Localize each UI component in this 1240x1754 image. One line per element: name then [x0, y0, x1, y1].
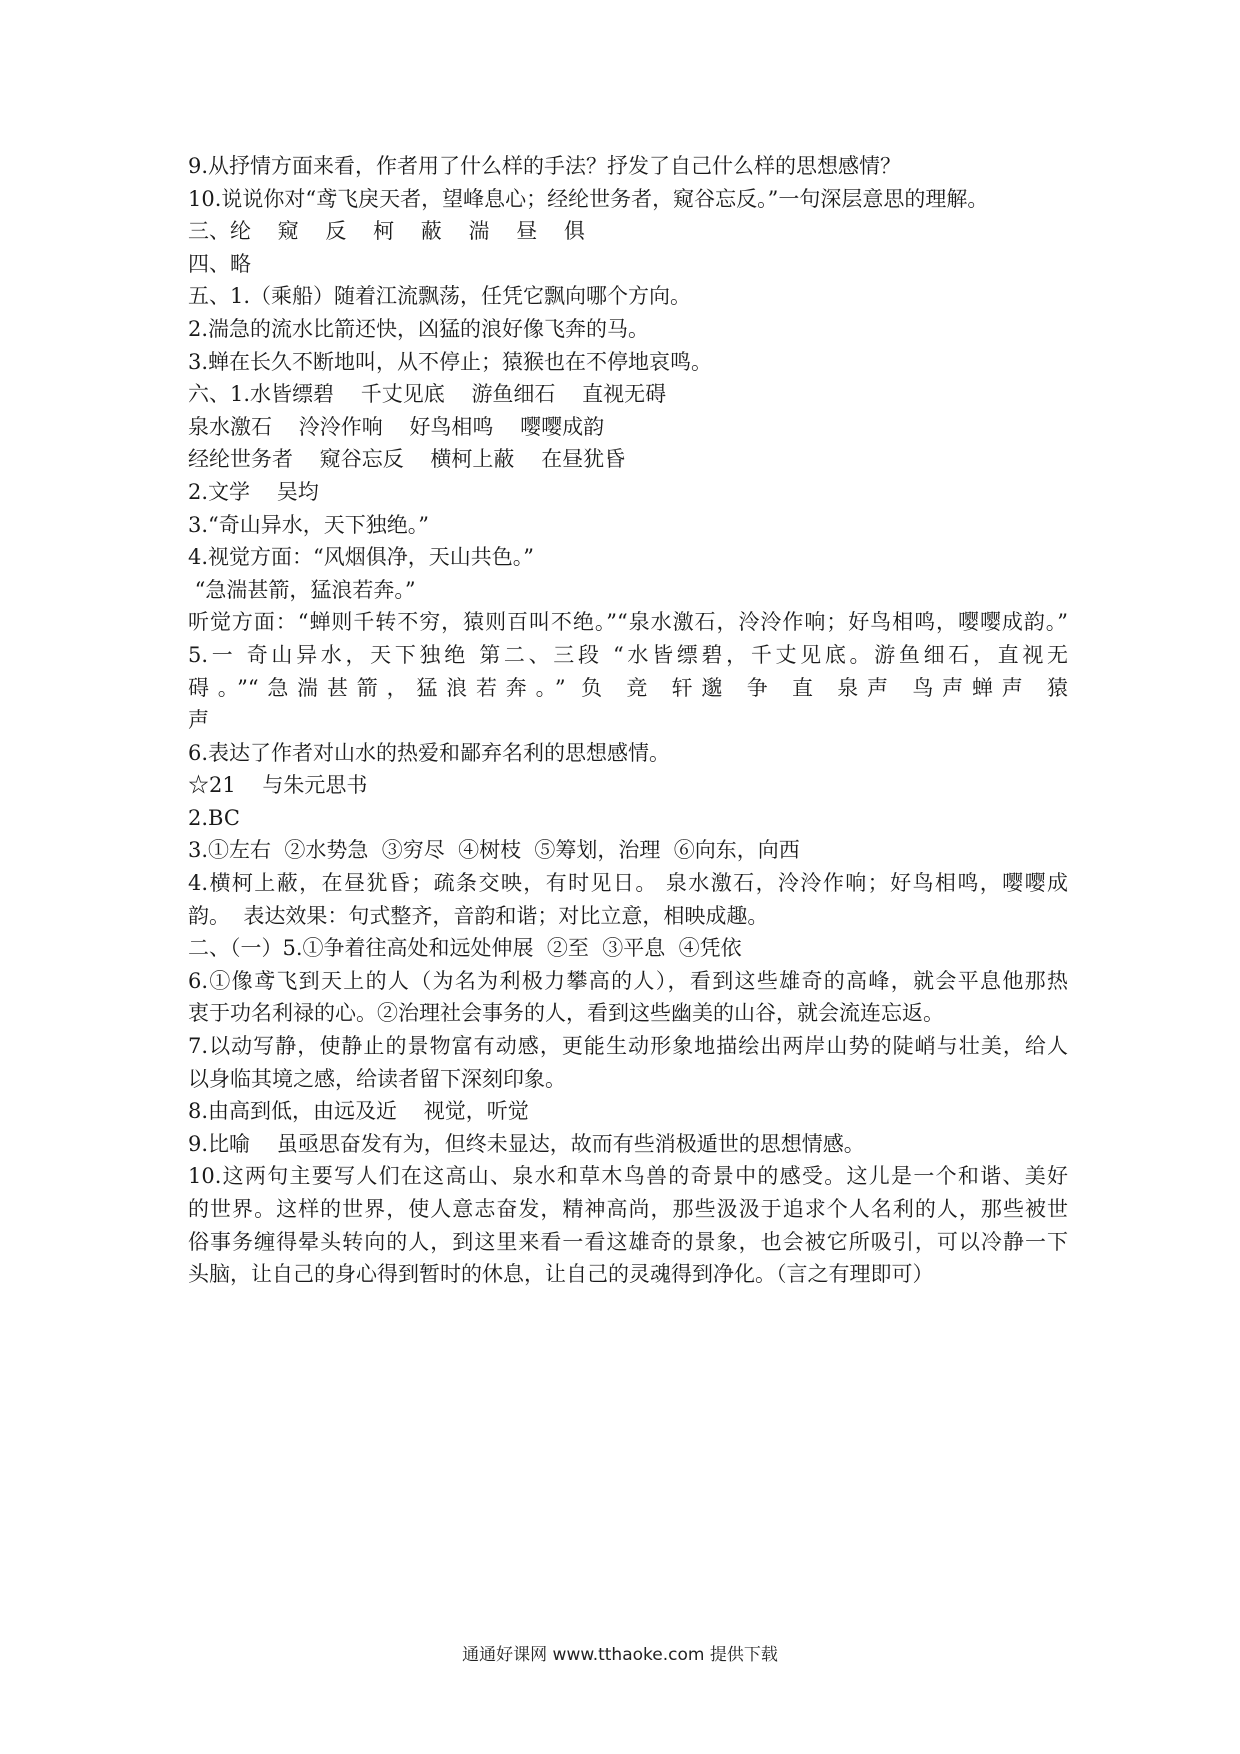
text-line: 2.BC: [188, 805, 240, 830]
text-line: 9.比喻 虽亟思奋发有为，但终未显达，故而有些消极遁世的思想情感。: [188, 1131, 865, 1156]
text-line: 衷于功名利禄的心。②治理社会事务的人，看到这些幽美的山谷，就会流连忘返。: [188, 1001, 944, 1026]
text-line: 二、（一）5.①争着往高处和远处伸展 ②至 ③平息 ④凭依: [188, 936, 742, 961]
text-line: 六、1.水皆缥碧 千丈见底 游鱼细石 直视无碍: [188, 382, 667, 407]
text-line: 经纶世务者 窥谷忘反 横柯上蔽 在昼犹昏: [188, 447, 626, 472]
text-line: 俗事务缠得晕头转向的人，到这里来看一看这雄奇的景象，也会被它所吸引，可以冷静一下: [188, 1229, 1068, 1254]
text-line: 9.从抒情方面来看，作者用了什么样的手法？抒发了自己什么样的思想感情？: [188, 154, 902, 178]
text-line: 听觉方面：“蝉则千转不穷，猿则百叫不绝。”“泉水激石，泠泠作响；好鸟相鸣，嘤嘤成韵。”: [188, 610, 1068, 635]
text-line: “急湍甚箭，猛浪若奔。”: [188, 577, 416, 602]
text-line: 五、1.（乘船）随着江流飘荡，任凭它飘向哪个方向。: [188, 284, 692, 309]
text-line: 泉水激石 泠泠作响 好鸟相鸣 嘤嘤成韵: [188, 414, 605, 439]
text-line: 4.横柯上蔽，在昼犹昏；疏条交映，有时见日。 泉水激石，泠泠作响；好鸟相鸣，嘤嘤成: [188, 871, 1068, 896]
text-line: 10.说说你对“鸢飞戾天者，望峰息心；经纶世务者，窥谷忘反。”一句深层意思的理解。: [188, 186, 989, 211]
text-line: 碍。”“急湍甚箭，猛浪若奔。” 负 竞 轩邈 争 直 泉声 鸟声蝉声 猿: [188, 675, 1068, 700]
text-line: 以身临其境之感，给读者留下深刻印象。: [188, 1066, 566, 1091]
text-line: 2.文学 吴均: [188, 479, 319, 504]
answer-text-body: [188, 150, 1068, 1291]
page-footer: 通通好课网 www.tthaoke.com 提供下载: [462, 1645, 778, 1665]
text-line: 2.湍急的流水比箭还快，凶猛的浪好像飞奔的马。: [188, 316, 650, 341]
text-line: 声: [188, 708, 209, 733]
text-line: 6.表达了作者对山水的热爱和鄙弃名利的思想感情。: [188, 740, 671, 765]
text-line: 6.①像鸢飞到天上的人（为名为利极力攀高的人），看到这些雄奇的高峰，就会平息他那热: [188, 968, 1068, 993]
text-line: 8.由高到低，由远及近 视觉，听觉: [188, 1099, 529, 1124]
text-line: 的世界。这样的世界，使人意志奋发，精神高尚，那些汲汲于追求个人名利的人，那些被世: [188, 1197, 1068, 1221]
text-line: 4.视觉方面：“风烟俱净，天山共色。”: [188, 545, 535, 570]
text-line: 10.这两句主要写人们在这高山、泉水和草木鸟兽的奇景中的感受。这儿是一个和谐、美好: [188, 1164, 1068, 1189]
text-line: 四、略: [188, 251, 251, 276]
text-line: 3.“奇山异水，天下独绝。”: [188, 512, 430, 537]
text-line: 韵。 表达效果：句式整齐，音韵和谐；对比立意，相映成趣。: [188, 903, 769, 928]
text-line: 头脑，让自己的身心得到暂时的休息，让自己的灵魂得到净化。（言之有理即可）: [188, 1262, 934, 1287]
section-heading: ☆21 与朱元思书: [188, 773, 368, 798]
text-line: 三、纶 窥 反 柯 蔽 湍 昼 俱: [188, 219, 585, 244]
text-line: 5.一 奇山异水，天下独绝 第二、三段 “水皆缥碧，千丈见底。游鱼细石，直视无: [188, 642, 1068, 667]
text-line: 3.蝉在长久不断地叫，从不停止；猿猴也在不停地哀鸣。: [188, 349, 713, 374]
text-line: 3.①左右 ②水势急 ③穷尽 ④树枝 ⑤筹划，治理 ⑥向东，向西: [188, 838, 800, 863]
text-line: 7.以动写静，使静止的景物富有动感，更能生动形象地描绘出两岸山势的陡峭与壮美，给人: [188, 1034, 1068, 1059]
